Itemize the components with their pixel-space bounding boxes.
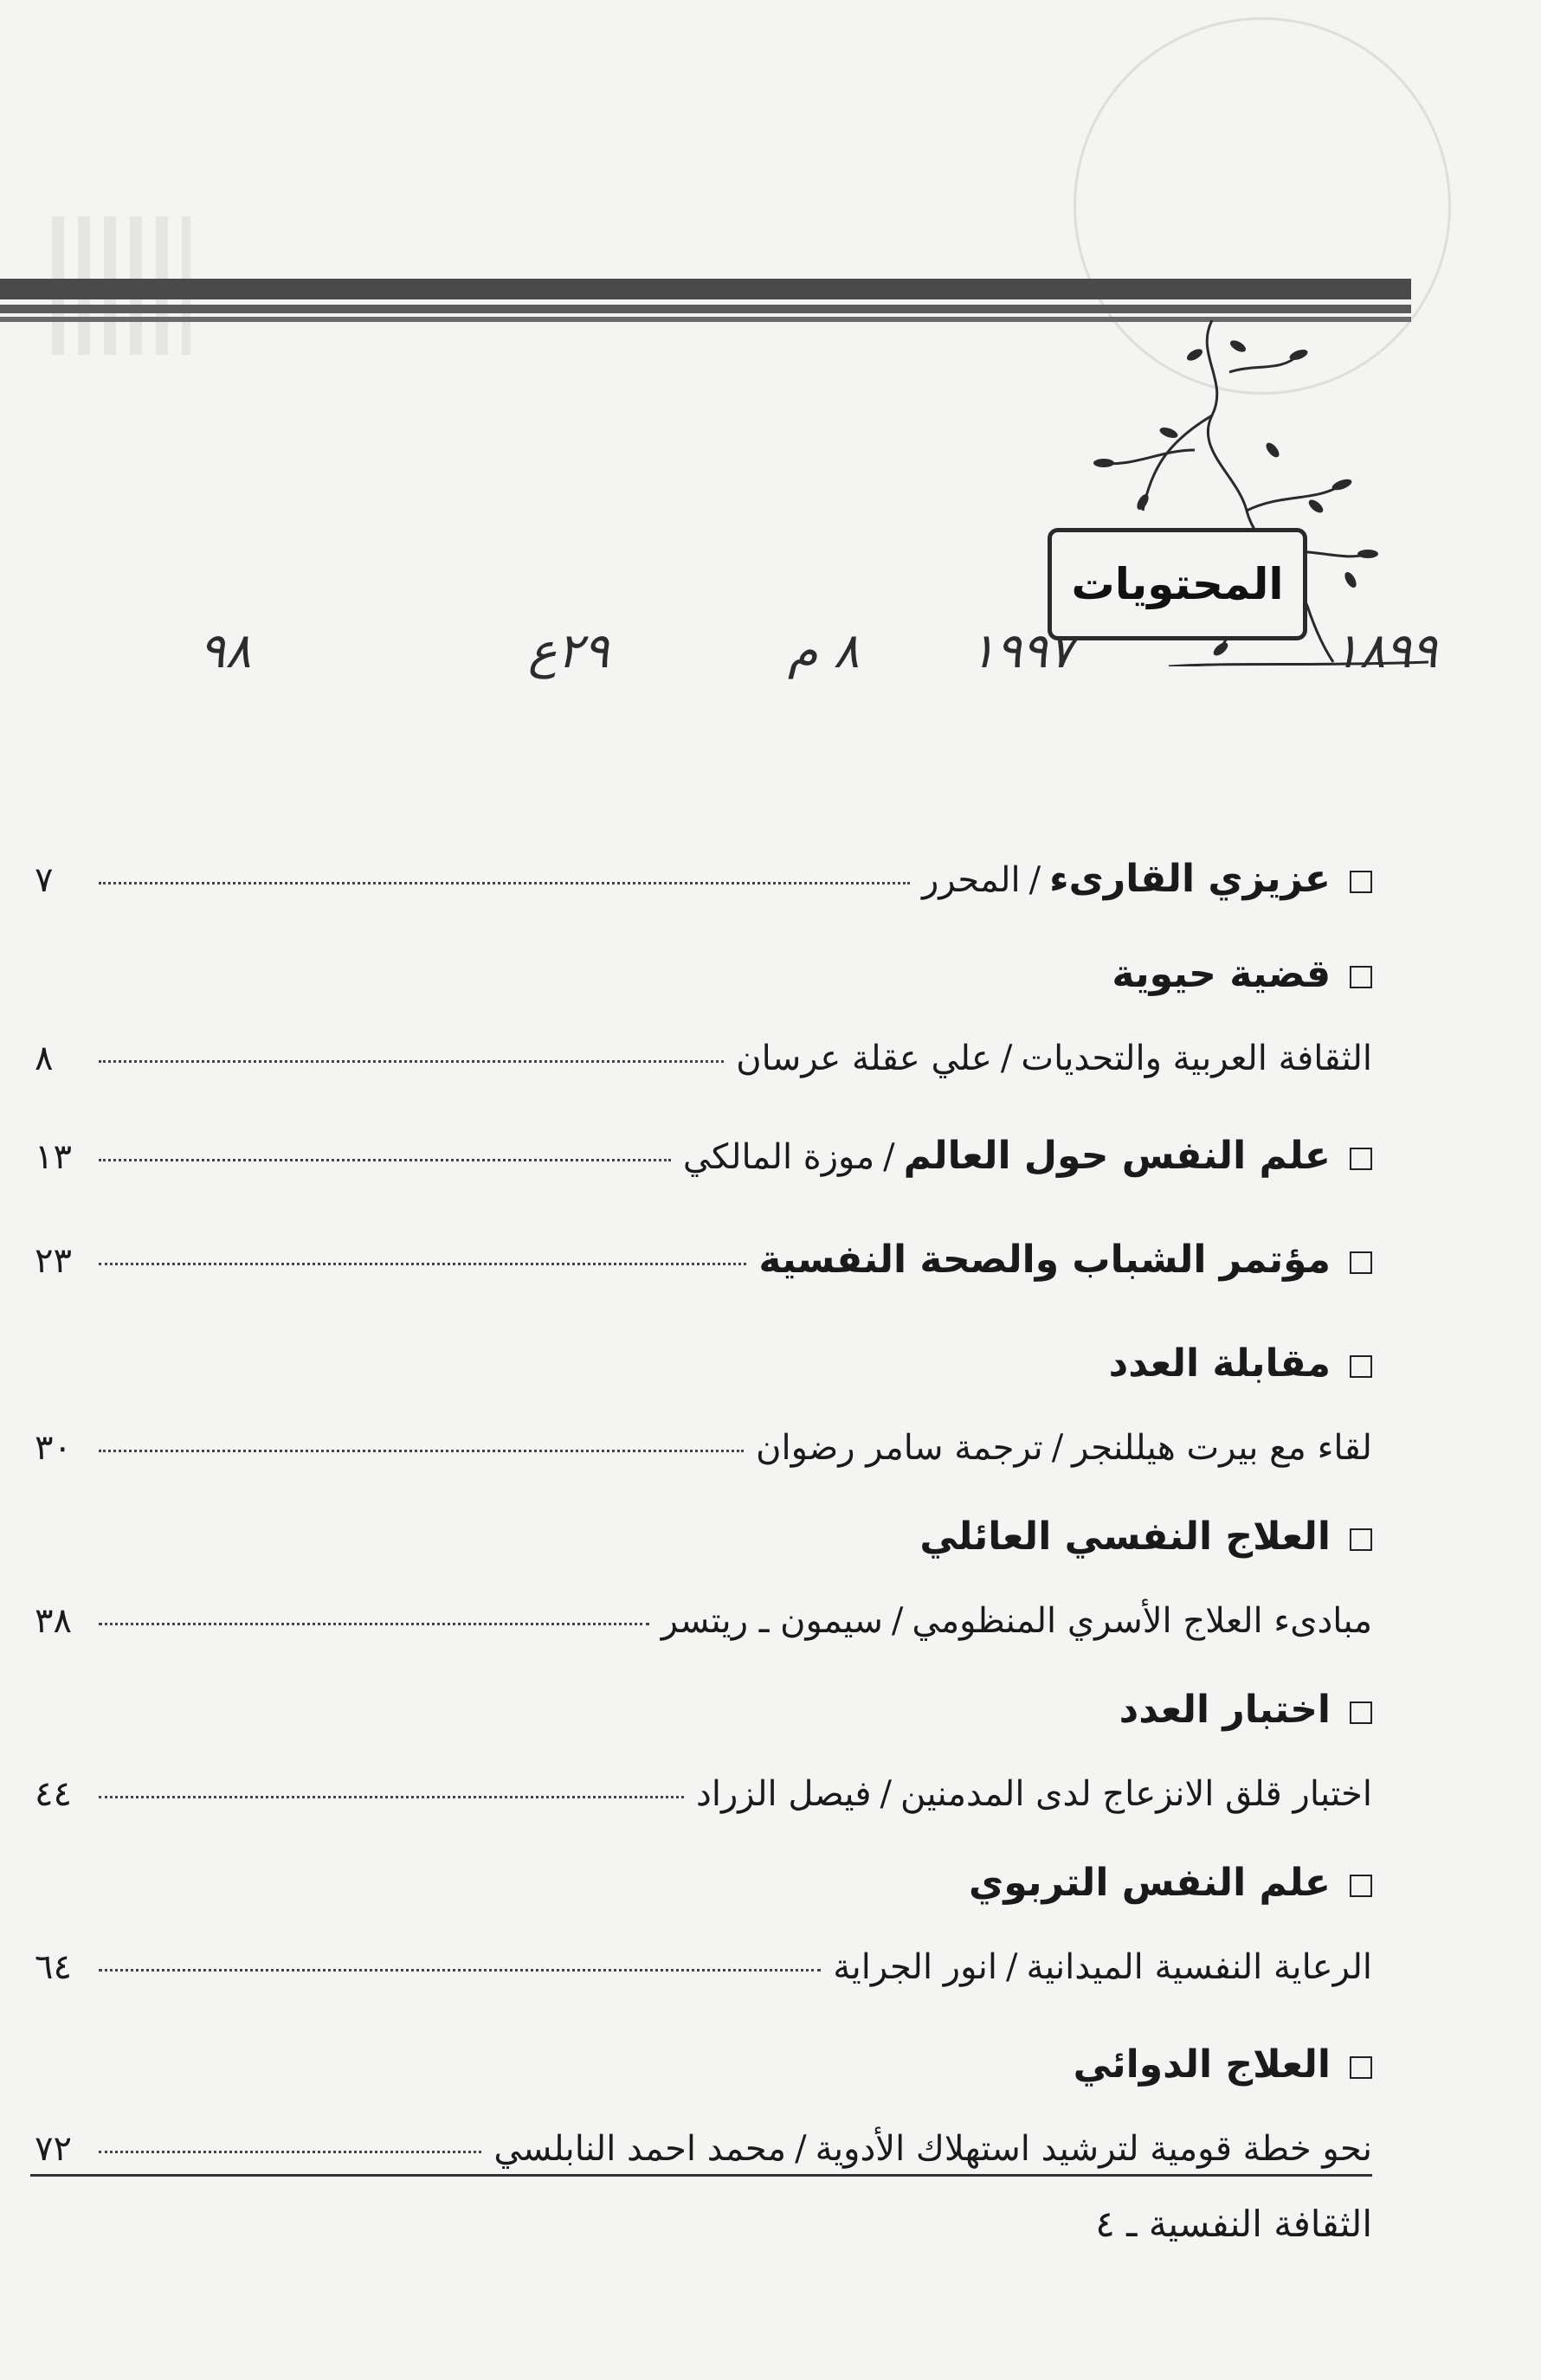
separator: / — [1006, 1947, 1018, 1987]
toc-entry[interactable] — [35, 857, 1372, 901]
handwritten-note: ٨ م — [788, 623, 860, 679]
toc-heading: اختبار العدد — [1119, 1688, 1331, 1732]
leader-dots — [99, 1623, 649, 1625]
toc-entry[interactable] — [35, 952, 1372, 996]
leader-dots — [99, 1159, 671, 1161]
toc-entry[interactable] — [35, 1039, 1372, 1078]
toc-heading: عزيزي القارىء — [1049, 857, 1331, 901]
handwritten-note: ٢٩ع — [528, 623, 609, 679]
toc-entry[interactable] — [35, 2042, 1372, 2087]
toc-page-number: ٦٤ — [35, 1947, 72, 1987]
toc-page-number: ١٣ — [35, 1137, 72, 1177]
bullet-square-icon — [1350, 1355, 1372, 1378]
leader-dots — [99, 1796, 684, 1798]
toc-author: موزة المالكي — [682, 1137, 875, 1177]
toc-entry[interactable] — [35, 2129, 1372, 2169]
toc-page-number: ٣٨ — [35, 1601, 72, 1641]
toc-page-number: ٢٣ — [35, 1241, 72, 1281]
bullet-square-icon — [1350, 1251, 1372, 1274]
toc-entry[interactable] — [35, 1947, 1372, 1987]
toc-page-number: ٨ — [35, 1039, 54, 1078]
toc-author: ترجمة سامر رضوان — [756, 1428, 1043, 1468]
toc-heading: العلاج الدوائي — [1073, 2042, 1331, 2087]
toc-subtitle: الثقافة العربية والتحديات — [1021, 1039, 1372, 1078]
separator: / — [1051, 1428, 1064, 1468]
toc-heading: مؤتمر الشباب والصحة النفسية — [758, 1238, 1331, 1282]
toc-heading: علم النفس حول العالم — [903, 1134, 1331, 1178]
separator: / — [880, 1774, 892, 1814]
toc-subtitle: مبادىء العلاج الأسري المنظومي — [912, 1601, 1372, 1641]
toc-page-number: ٧٢ — [35, 2129, 72, 2169]
separator: / — [883, 1137, 895, 1177]
footer-page-label: الثقافة النفسية ـ ٤ — [1095, 2203, 1372, 2245]
footer-rule — [30, 2174, 1372, 2177]
handwritten-note: ٩٨ — [199, 623, 252, 679]
toc-subtitle: نحو خطة قومية لترشيد استهلاك الأدوية — [815, 2129, 1372, 2169]
leader-dots — [99, 1969, 821, 1972]
toc-entry[interactable] — [35, 1515, 1372, 1559]
leader-dots — [99, 2151, 481, 2153]
toc-entry[interactable] — [35, 1774, 1372, 1814]
toc-entry[interactable] — [35, 1238, 1372, 1282]
toc-heading: العلاج النفسي العائلي — [919, 1515, 1331, 1559]
toc-author: المحرر — [921, 860, 1021, 900]
toc-subtitle: الرعاية النفسية الميدانية — [1026, 1947, 1372, 1987]
toc-entry[interactable] — [35, 1428, 1372, 1468]
leader-dots — [99, 882, 910, 884]
toc-author: سيمون ـ ريتسر — [661, 1601, 883, 1641]
bullet-square-icon — [1350, 871, 1372, 893]
toc-author: علي عقلة عرسان — [736, 1039, 992, 1078]
leader-dots — [99, 1263, 746, 1265]
toc-page-number: ٧ — [35, 860, 54, 900]
toc-page-number: ٣٠ — [35, 1428, 72, 1468]
toc-entry[interactable] — [35, 1134, 1372, 1178]
separator: / — [1028, 860, 1041, 900]
handwritten-annotation — [0, 623, 1541, 718]
handwritten-note: ١٨٩٩ — [1333, 623, 1438, 679]
bullet-square-icon — [1350, 966, 1372, 988]
bullet-square-icon — [1350, 1875, 1372, 1897]
toc-page-number: ٤٤ — [35, 1774, 72, 1814]
toc-heading: علم النفس التربوي — [969, 1861, 1331, 1905]
bullet-square-icon — [1350, 1148, 1372, 1170]
toc-subtitle: اختبار قلق الانزعاج لدى المدمنين — [900, 1774, 1372, 1814]
bullet-square-icon — [1350, 1528, 1372, 1551]
separator: / — [1000, 1039, 1013, 1078]
top-rule — [0, 279, 1411, 299]
toc-entry[interactable] — [35, 1341, 1372, 1386]
page-title: المحتويات — [1071, 559, 1284, 609]
leader-dots — [99, 1450, 744, 1452]
top-rule-thin — [0, 305, 1411, 313]
leader-dots — [99, 1060, 724, 1063]
bullet-square-icon — [1350, 1701, 1372, 1724]
toc-entry[interactable] — [35, 1688, 1372, 1732]
toc-author: انور الجراية — [833, 1947, 998, 1987]
toc-heading: قضية حيوية — [1112, 952, 1331, 996]
separator: / — [795, 2129, 807, 2169]
toc-author: فيصل الزراد — [696, 1774, 872, 1814]
handwritten-note: ١٩٩٧ — [970, 623, 1074, 679]
toc-entry[interactable] — [35, 1601, 1372, 1641]
toc-heading: مقابلة العدد — [1108, 1341, 1331, 1386]
toc-author: محمد احمد النابلسي — [493, 2129, 787, 2169]
separator: / — [891, 1601, 904, 1641]
toc-entry[interactable] — [35, 1861, 1372, 1905]
toc-subtitle: لقاء مع بيرت هيللنجر — [1072, 1428, 1372, 1468]
bullet-square-icon — [1350, 2056, 1372, 2079]
